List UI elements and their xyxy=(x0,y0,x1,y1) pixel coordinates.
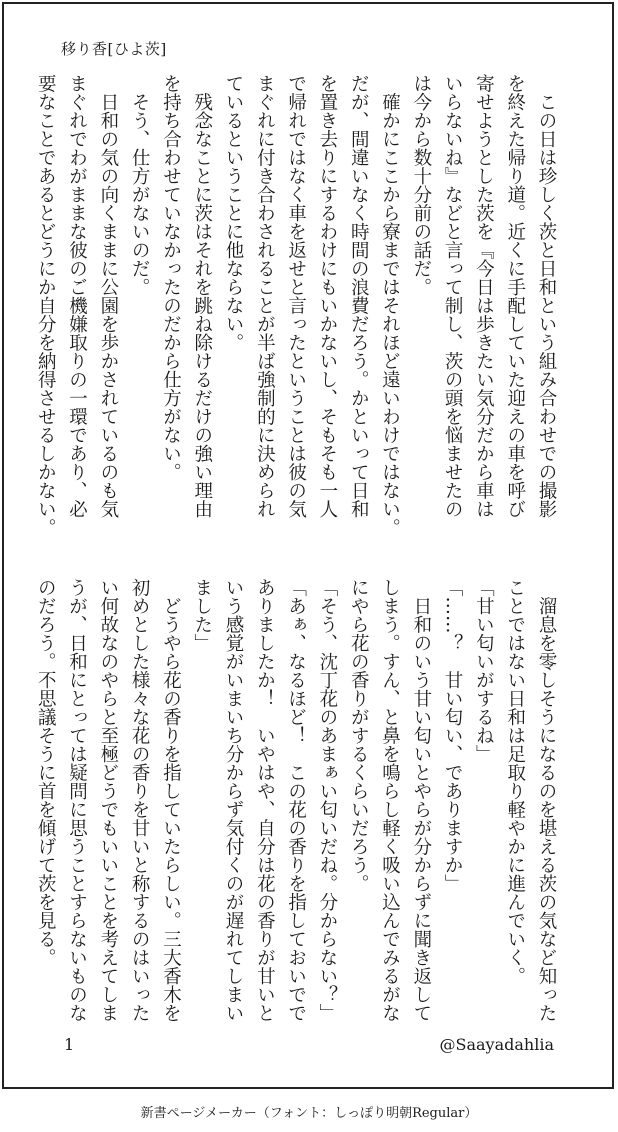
text-line: 寄せようとした茨を『今日は歩きたい気分だから車は xyxy=(473,74,495,518)
text-line: 「そう、沈丁花のあまぁい匂いだね。分からない？」 xyxy=(316,578,338,1022)
text-line: 残念なことに茨はそれを跳ね除けるだけの強い理由 xyxy=(191,74,213,518)
text-line: い何故なのやらと至極どうでもいいことを考えてしま xyxy=(97,578,119,1022)
text-line: 要なことであるとどうにか自分を納得させるしかない。 xyxy=(35,74,57,537)
text-line: どうやら花の香りを指していたらしい。三大香木を xyxy=(160,578,182,1022)
text-line: 確かにここから寮まではそれほど遠いわけではない。 xyxy=(379,74,401,537)
text-line: ことではない日和は足取り軽やかに進んでいく。 xyxy=(504,578,526,985)
footer-note: 新書ページメーカー（フォント：しっぽり明朝Regular） xyxy=(140,1106,478,1121)
text-line: 「甘い匂いがするね」 xyxy=(473,578,495,763)
text-line: まぐれに付き合わされることが半ば強制的に決められ xyxy=(254,74,276,518)
text-line: いう感覚がいまいち分からず気付くのが遅れてしまい xyxy=(223,578,245,1022)
page-frame xyxy=(2,2,614,1089)
text-line: この日は珍しく茨と日和という組み合わせでの撮影 xyxy=(536,74,557,518)
text-line: 初めとした様々な花の香りを甘いと称するのはいった xyxy=(129,578,151,1022)
page-number: 1 xyxy=(64,1035,75,1054)
text-line: 日和のいう甘い匂いとやらが分からずに聞き返して xyxy=(410,578,432,1022)
text-line: で帰れではなく車を返せと言ったということは彼の気 xyxy=(285,74,307,518)
text-line: 日和の気の向くままに公園を歩かされているのも気 xyxy=(97,74,119,518)
text-line: は今から数十分前の話だ。 xyxy=(410,74,432,296)
upper-text-block xyxy=(35,74,562,537)
text-line: にやら花の香りがするくらいだろう。 xyxy=(348,578,370,893)
text-line: うが、日和にとっては疑問に思うことすらないものな xyxy=(66,578,88,1022)
text-line: ているということに他ならない。 xyxy=(223,74,245,352)
text-line: を終えた帰り道。近くに手配していた迎えの車を呼び xyxy=(504,74,526,518)
text-line: のだろう。不思議そうに首を傾げて茨を見る。 xyxy=(35,578,57,967)
text-line: 溜息を零しそうになるのを堪える茨の気など知った xyxy=(536,578,557,1022)
lower-text-block xyxy=(35,578,562,1022)
text-line: そう、仕方がないのだ。 xyxy=(129,74,151,296)
page-title: 移り香[ひよ茨] xyxy=(61,40,167,58)
text-line: ありましたか！ いやはや、自分は花の香りが甘いと xyxy=(254,578,276,1022)
text-line: だが、間違いなく時間の浪費だろう。かといって日和 xyxy=(348,74,370,518)
text-line: を置き去りにするわけにもいかないし、そもそも一人 xyxy=(316,74,338,518)
text-line: まぐれでわがままな彼のご機嫌取りの一環であり、必 xyxy=(66,74,88,518)
text-line: を持ち合わせていなかったのだから仕方がない。 xyxy=(160,74,182,481)
text-line: いらないね』などと言って制し、茨の頭を悩ませたの xyxy=(442,74,464,518)
text-line: 「……？ 甘い匂い、でありますか」 xyxy=(442,578,464,893)
text-line: 「あぁ、なるほど！ この花の香りを指しておいでで xyxy=(285,578,307,1022)
text-line: しまう。すん、と鼻を鳴らし軽く吸い込んでみるがな xyxy=(379,578,401,1022)
text-line: ました」 xyxy=(191,578,213,652)
author-credit: @Saayadahlia xyxy=(439,1035,554,1054)
